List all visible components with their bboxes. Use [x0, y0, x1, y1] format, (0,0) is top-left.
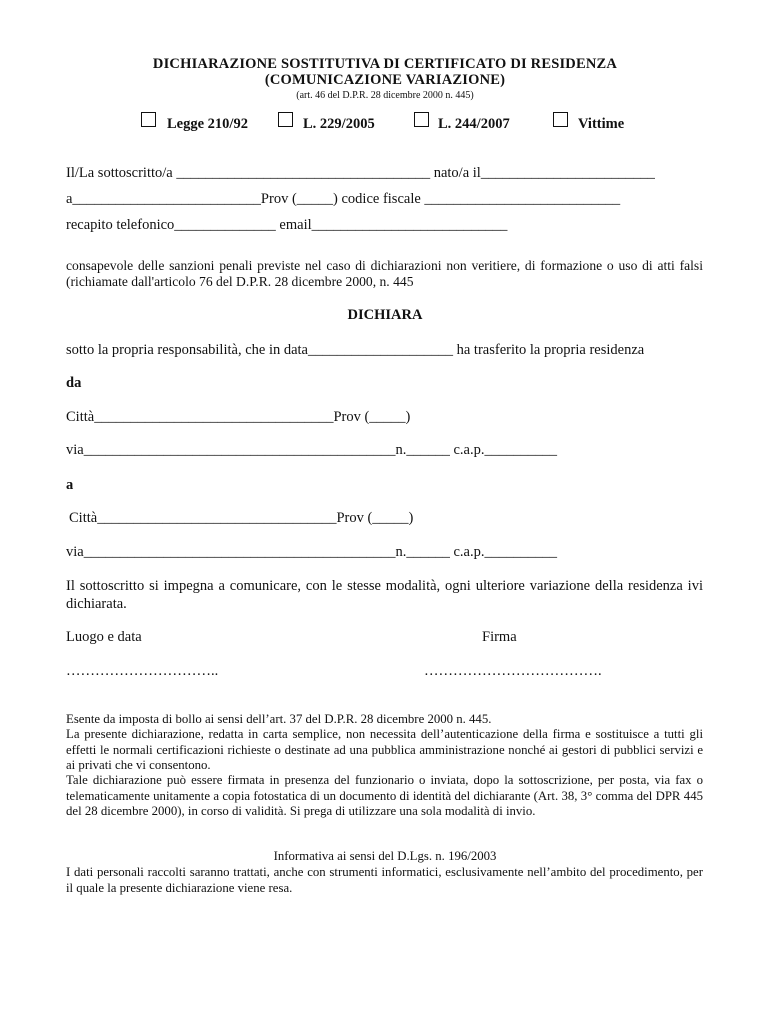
from-heading: da [66, 375, 82, 391]
signature-submission-note: Tale dichiarazione può essere firmata in presenza del funzionario o inviata, dopo la sottoscrizione, per posta, via fax o telematicamente unitamente a copia fotostatica di un documento di identità del dichiarante (Art. 38, 3° comma del DPR 445 del 28 dicembre 2000), in corso di validità. Si prega di utilizzare una sola modalità di invio. [66, 773, 703, 819]
legal-reference: (art. 46 del D.P.R. 28 dicembre 2000 n. 445) [296, 90, 474, 101]
field-line-name-birth[interactable]: Il/La sottoscritto/a ___________________________________ nato/a il________________________ [66, 165, 655, 181]
checkbox-label-legge-210-92: Legge 210/92 [167, 116, 248, 132]
checkbox-l-229-2005[interactable] [278, 112, 293, 127]
privacy-text: I dati personali raccolti saranno trattati, anche con strumenti informatici, esclusivamente nell’ambito del procedimento, per il quale la presente dichiarazione viene resa. [66, 865, 703, 895]
to-address-line[interactable]: via___________________________________________n.______ c.a.p.__________ [66, 544, 557, 560]
from-city-line[interactable]: Città_________________________________Prov (_____) [66, 409, 411, 425]
field-line-place-tax-code[interactable]: a__________________________Prov (_____) codice fiscale ___________________________ [66, 191, 621, 207]
place-date-label: Luogo e data [66, 629, 142, 645]
stamp-duty-note: Esente da imposta di bollo ai sensi dell’art. 37 del D.P.R. 28 dicembre 2000 n. 445. [66, 712, 492, 726]
certification-note: La presente dichiarazione, redatta in carta semplice, non necessita dell’autenticazione della firma e sostituisce a tutti gli effetti le normali certificazioni richieste o destinate ad una pubblica amministrazione nonché ai gestori di pubblici servizi e ai privati che vi consentono. [66, 727, 703, 773]
document-title-line2: (COMUNICAZIONE VARIAZIONE) [264, 72, 506, 88]
signature-field[interactable]: ………………………………. [424, 663, 602, 679]
commitment-paragraph: Il sottoscritto si impegna a comunicare, con le stesse modalità, ogni ulteriore variazione della residenza ivi dichiarata. [66, 578, 703, 612]
transfer-date-line[interactable]: sotto la propria responsabilità, che in data____________________ ha trasferito la propria residenza [66, 342, 645, 358]
penalty-awareness-paragraph: consapevole delle sanzioni penali previste nel caso di dichiarazioni non veritiere, di formazione o uso di atti falsi (richiamate dall'articolo 76 del D.P.R. 28 dicembre 2000, n. 445 [66, 258, 703, 289]
checkbox-l-244-2007[interactable] [414, 112, 429, 127]
dichiara-heading: DICHIARA [347, 307, 423, 323]
to-heading: a [66, 477, 74, 493]
document-title: DICHIARAZIONE SOSTITUTIVA DI CERTIFICATO DI RESIDENZA [152, 56, 618, 72]
place-date-field[interactable]: ………………………….. [66, 663, 219, 679]
checkbox-label-l-229-2005: L. 229/2005 [303, 116, 375, 132]
signature-label: Firma [482, 629, 517, 645]
checkbox-vittime[interactable] [553, 112, 568, 127]
checkbox-label-l-244-2007: L. 244/2007 [438, 116, 510, 132]
privacy-heading: Informativa ai sensi del D.Lgs. n. 196/2003 [273, 849, 497, 863]
checkbox-label-vittime: Vittime [578, 116, 625, 132]
to-city-line[interactable]: Città_________________________________Prov (_____) [69, 510, 414, 526]
checkbox-legge-210-92[interactable] [141, 112, 156, 127]
field-line-phone-email[interactable]: recapito telefonico______________ email___________________________ [66, 217, 508, 233]
from-address-line[interactable]: via___________________________________________n.______ c.a.p.__________ [66, 442, 557, 458]
